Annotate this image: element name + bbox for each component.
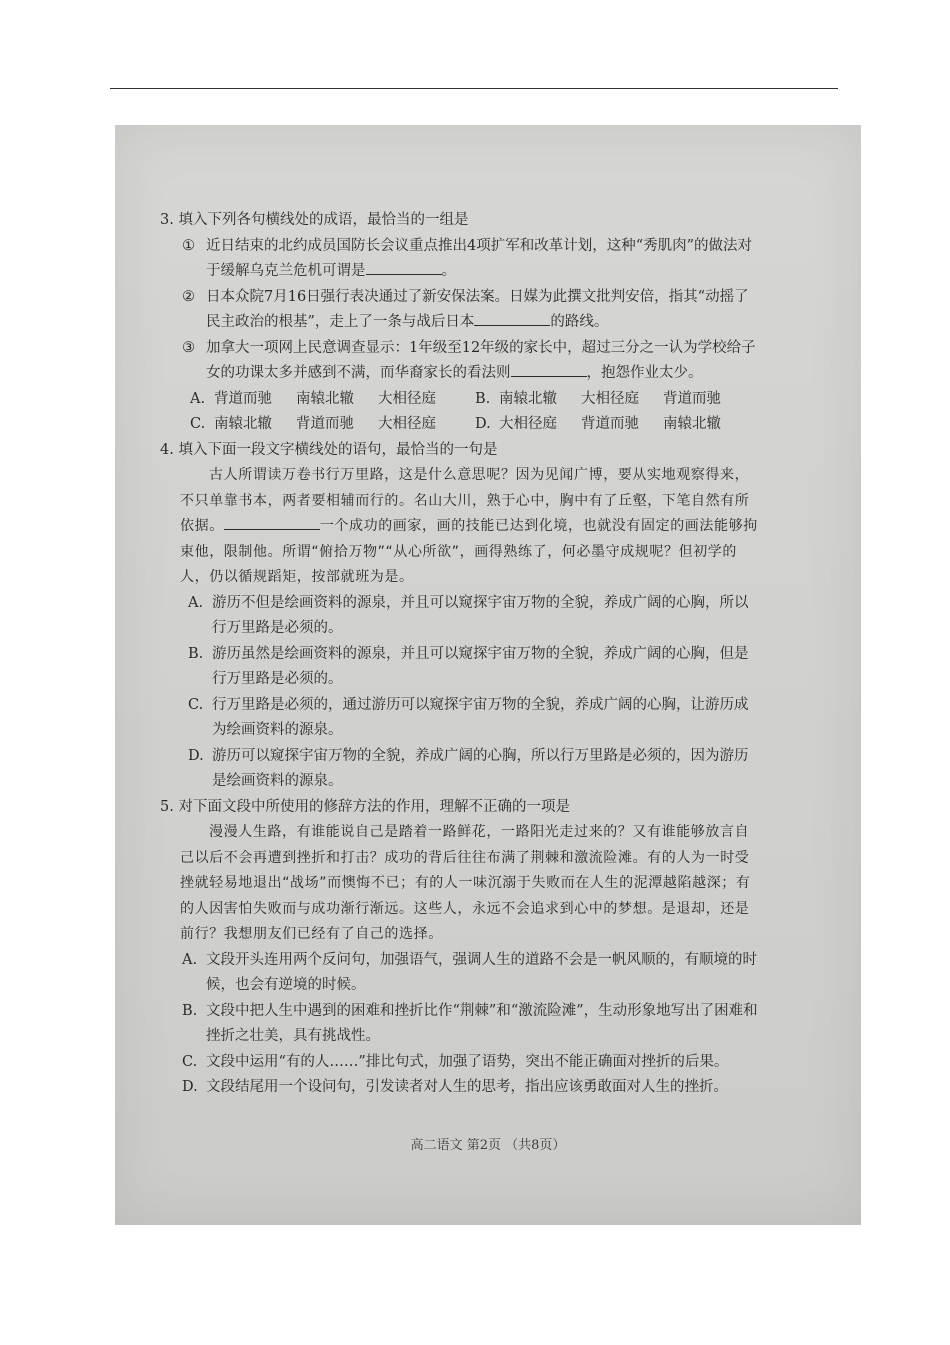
option-label: D. — [475, 416, 491, 432]
question-4-passage — [160, 463, 760, 591]
item-text-before: 加拿大一项网上民意调查显示：1年级至12年级的家长中，超过三分之一认为学校给子女的功课太多并感到不满，而华裔家长的看法则 — [206, 339, 756, 381]
question-4-option-c — [160, 693, 760, 744]
answer-blank — [366, 260, 442, 275]
option-text: 文段中把人生中遇到的困难和挫折比作“荆棘”和“激流险滩”，生动形象地写出了困难和挫折之壮美，具有挑战性。 — [206, 1002, 758, 1044]
option-label: A. — [188, 594, 204, 611]
option-word: 南辕北辙 — [296, 390, 354, 407]
option-word: 背道而驰 — [663, 390, 721, 407]
answer-blank — [474, 311, 550, 326]
option-text: 行万里路是必须的，通过游历可以窥探宇宙万物的全貌，养成广阔的心胸，让游历成为绘画资料的源泉。 — [212, 696, 749, 738]
page-top-rule — [110, 88, 838, 89]
option-text: 游历虽然是绘画资料的源泉，并且可以窥探宇宙万物的全貌，养成广阔的心胸，但是行万里路是必须的。 — [212, 645, 749, 687]
item-mark: ③ — [182, 339, 195, 356]
option-text: 文段结尾用一个设问句，引发读者对人生的思考，指出应该勇敢面对人生的挫折。 — [206, 1079, 728, 1095]
item-text-after: 的路线。 — [550, 314, 609, 330]
question-3-item-1 — [160, 234, 760, 285]
option-word: 大相径庭 — [378, 390, 436, 407]
option-label: B. — [188, 645, 204, 662]
item-mark: ② — [182, 288, 195, 305]
question-4-option-a — [160, 591, 760, 642]
exam-content — [160, 208, 760, 1101]
question-4-option-b — [160, 642, 760, 693]
option-label: D. — [188, 747, 204, 764]
item-text-after: ，抱怨作业太少。 — [586, 365, 703, 381]
item-text-before: 日本众院7月16日强行表决通过了新安保法案。日媒为此撰文批判安倍，指其“动摇了民主政治的根基”，走上了一条与战后日本 — [206, 288, 749, 330]
passage-after: 一个成功的画家，画的技能已达到化境，也就没有固定的画法能够拘束他，限制他。所谓“俯拾万物”“从心所欲”，画得熟练了，何必墨守成规呢？但初学的人，仍以循规蹈矩，按部就班为是。 — [180, 518, 758, 585]
option-label: A. — [182, 951, 198, 968]
question-5-head: 5. 对下面文段中所使用的修辞方法的作用，理解不正确的一项是 — [160, 798, 570, 815]
option-text: 游历不但是绘画资料的源泉，并且可以窥探宇宙万物的全貌，养成广阔的心胸，所以行万里路是必须的。 — [212, 594, 749, 636]
question-5 — [160, 795, 760, 1101]
question-3-options-row-2 — [160, 412, 760, 438]
question-5-passage: 漫漫人生路，有谁能说自己是踏着一路鲜花，一路阳光走过来的？又有谁能够放言自己以后不会再遭到挫折和打击？成功的背后往往布满了荆棘和激流险滩。有的人为一时受挫就轻易地退出“战场”而懊悔不已；有的人一味沉溺于失败而在人生的泥潭越陷越深；有的人因害怕失败而与成功渐行渐远。这些人，永远不会追求到心中的梦想。是退却，还是前行？我想朋友们已经有了自己的选择。 — [180, 824, 751, 942]
question-3-item-2 — [160, 285, 760, 336]
item-text-after: 。 — [441, 263, 456, 279]
option-label: C. — [188, 696, 204, 713]
page-footer: 高二语文 第2页 （共8页） — [410, 1138, 566, 1153]
item-mark: ① — [182, 237, 195, 254]
option-text: 文段中运用“有的人……”排比句式，加强了语势，突出不能正确面对挫折的后果。 — [206, 1053, 729, 1070]
option-label: C. — [190, 416, 206, 432]
option-word: 南辕北辙 — [214, 416, 272, 432]
option-word: 背道而驰 — [214, 390, 272, 407]
option-word: 南辕北辙 — [499, 390, 557, 407]
option-label: B. — [475, 390, 491, 407]
question-3 — [160, 208, 760, 438]
question-3-head: 3. 填入下列各句横线处的成语，最恰当的一组是 — [160, 212, 469, 228]
option-word: 大相径庭 — [378, 416, 436, 432]
question-5-option-d — [160, 1075, 760, 1101]
question-4-head: 4. 填入下面一段文字横线处的语句，最恰当的一句是 — [160, 441, 498, 458]
passage-before: 古人所谓读万卷书行万里路，这是什么意思呢？因为见闻广博，要从实地观察得来，不只单靠书本，两者要相辅而行的。名山大川，熟于心中，胸中有了丘壑，下笔自然有所依据。 — [180, 467, 750, 534]
question-3-options-row-1 — [160, 387, 760, 413]
option-word: 大相径庭 — [581, 390, 639, 407]
option-label: C. — [182, 1053, 198, 1070]
answer-blank — [224, 515, 320, 530]
question-4-option-d — [160, 744, 760, 795]
option-label: B. — [182, 1002, 198, 1019]
option-word: 南辕北辙 — [663, 416, 721, 432]
option-text: 游历可以窥探宇宙万物的全貌，养成广阔的心胸，所以行万里路是必须的，因为游历是绘画资料的源泉。 — [212, 747, 749, 789]
answer-blank — [511, 362, 587, 377]
option-label: A. — [190, 390, 206, 407]
question-5-option-a — [160, 948, 760, 999]
option-text: 文段开头连用两个反问句，加强语气，强调人生的道路不会是一帆风顺的，有顺境的时候，也会有逆境的时候。 — [206, 951, 757, 993]
option-word: 背道而驰 — [296, 416, 354, 432]
question-5-option-b — [160, 999, 760, 1050]
option-word: 大相径庭 — [499, 416, 557, 432]
question-4 — [160, 438, 760, 795]
question-5-option-c — [160, 1050, 760, 1076]
option-word: 背道而驰 — [581, 416, 639, 432]
question-3-item-3 — [160, 336, 760, 387]
item-text-before: 近日结束的北约成员国防长会议重点推出4项扩军和改革计划，这种“秀肌肉”的做法对于缓解乌克兰危机可谓是 — [206, 237, 753, 279]
option-label: D. — [182, 1079, 198, 1095]
